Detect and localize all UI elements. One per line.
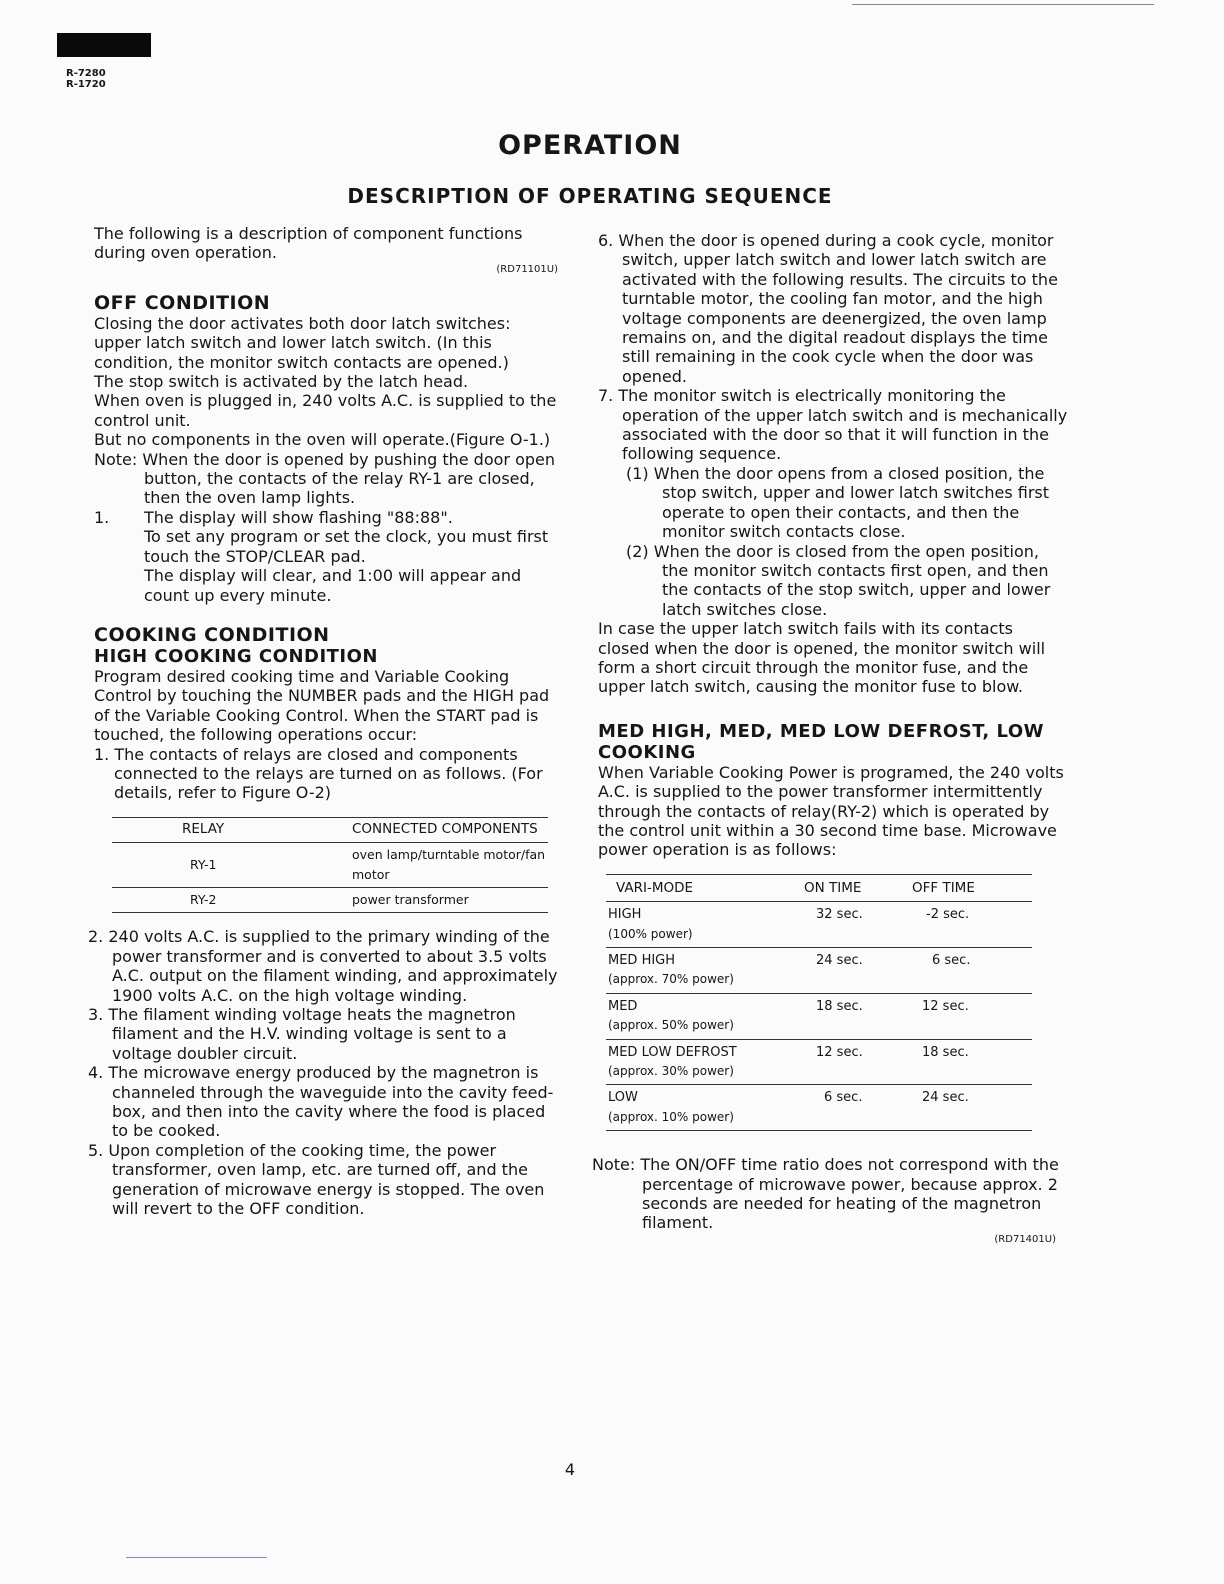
black-tab-mark <box>57 33 151 57</box>
off-paragraph-4: But no components in the oven will operate.(Figure O-1.) <box>94 430 551 450</box>
mode-name: HIGH <box>608 907 642 923</box>
mode-name: MED <box>608 998 638 1014</box>
variable-power-paragraph: When Variable Cooking Power is programed, the 240 volts A.C. is supplied to the power transformer intermittently through the contacts of relay(RY-2) which is operated by the control unit within a 30 second time base. Microwave power operation is as follows: <box>598 762 1064 860</box>
sequence-step-2: (2) When the door is closed from the open position, the monitor switch contacts first open, and then the contacts of the stop switch, upper and lower latch switches close. <box>626 541 1051 619</box>
variable-power-heading: MED HIGH, MED, MED LOW DEFROST, LOW COOKING <box>598 720 1045 763</box>
on-time-cell: 12 sec. <box>804 1039 912 1085</box>
table-row <box>606 948 1032 994</box>
mode-power: (approx. 30% power) <box>608 1064 734 1079</box>
components-cell: oven lamp/turntable motor/fan motor <box>352 843 548 888</box>
off-time-cell: 24 sec. <box>922 1090 969 1106</box>
left-column <box>88 224 558 1219</box>
column-header: OFF TIME <box>912 874 1032 901</box>
table-row <box>606 902 1032 948</box>
mode-cell <box>606 1039 804 1085</box>
relay-table <box>112 817 548 914</box>
list-item-4: 4. The microwave energy produced by the magnetron is channeled through the waveguide into the cavity feed-box, and then into the cavity where the food is placed to be cooked. <box>88 1063 554 1141</box>
section-subtitle: DESCRIPTION OF OPERATING SEQUENCE <box>347 184 833 208</box>
mode-name: MED HIGH <box>608 953 676 968</box>
on-time-cell: 32 sec. <box>804 902 912 948</box>
sequence-step-1: (1) When the door opens from a closed position, the stop switch, upper and lower latch switches first operate to open their contacts, and then the monitor switch contacts close. <box>626 463 1050 542</box>
mode-cell <box>606 993 804 1039</box>
mode-cell <box>606 902 804 948</box>
list-item-7: 7. The monitor switch is electrically monitoring the operation of the upper latch switch and is mechanically associated with the door so that it will function in the following sequence. <box>598 386 1068 464</box>
high-paragraph: Program desired cooking time and Variable Cooking Control by touching the NUMBER pads and the HIGH pad of the Variable Cooking Control. When the START pad is touched, the following operations occur: <box>94 666 550 745</box>
components-cell: power transformer <box>352 891 469 907</box>
high-list-item-1: 1. The contacts of relays are closed and components connected to the relays are turned on as follows. (For details, refer to Figure O-2) <box>94 744 543 803</box>
off-time-cell: 12 sec. <box>912 993 1032 1039</box>
item-subtext: The display will clear, and 1:00 will appear and count up every minute. <box>144 566 522 605</box>
list-item-5: 5. Upon completion of the cooking time, the power transformer, oven lamp, etc. are turned off, and the generation of microwave energy is stopped. The oven will revert to the OFF condition. <box>88 1140 545 1219</box>
off-condition-heading: OFF CONDITION <box>94 291 271 314</box>
column-header: VARI-MODE <box>606 874 804 901</box>
mode-power: (approx. 70% power) <box>608 972 734 987</box>
ratio-note: Note: The ON/OFF time ratio does not correspond with the percentage of microwave power, because approx. 2 seconds are needed for heating of the magnetron filament. <box>592 1155 1059 1233</box>
table-header-row <box>606 874 1032 901</box>
relay-cell: RY-1 <box>112 843 352 888</box>
item-text: The display will show flashing "88:88". <box>144 507 453 527</box>
reference-code: (RD71401U) <box>994 1233 1056 1245</box>
high-cooking-heading: HIGH COOKING CONDITION <box>94 645 378 667</box>
bottom-rule <box>126 1557 267 1558</box>
right-column <box>592 231 1068 1247</box>
list-item-6: 6. When the door is opened during a cook cycle, monitor switch, upper latch switch and lower latch switch are activated with the following results. The circuits to the turntable motor, the cooling fan motor, and the high voltage components are deenergized, the oven lamp remains on, and the digital readout displays the time still remaining in the cook cycle when the door was opened. <box>598 231 1058 386</box>
table-row <box>606 1085 1032 1131</box>
model-number: R-1720 <box>66 79 106 90</box>
mode-power: (100% power) <box>608 926 693 941</box>
model-number: R-7280 <box>66 68 106 79</box>
page-title: OPERATION <box>498 130 682 161</box>
off-paragraph-2: The stop switch is activated by the latch head. <box>94 372 469 392</box>
relay-cell: RY-2 <box>190 891 217 907</box>
list-item-3: 3. The filament winding voltage heats the magnetron filament and the H.V. winding voltage is sent to a voltage doubler circuit. <box>88 1005 516 1063</box>
column-header: ON TIME <box>804 874 912 901</box>
mode-cell <box>606 1085 804 1131</box>
off-list-item <box>94 508 558 605</box>
mode-power: (approx. 10% power) <box>608 1109 734 1124</box>
page-number: 4 <box>564 1460 576 1479</box>
table-header-row <box>112 817 548 842</box>
mode-name: MED LOW DEFROST <box>608 1044 737 1060</box>
off-time-cell: 18 sec. <box>912 1039 1032 1085</box>
column-header: CONNECTED COMPONENTS <box>352 817 548 842</box>
item-subtext: To set any program or set the clock, you must first touch the STOP/CLEAR pad. <box>144 527 549 566</box>
off-paragraph-1: Closing the door activates both door latch switches: upper latch switch and lower latch switch. (In this condition, the monitor switch contacts are opened.) <box>94 313 511 372</box>
top-rule <box>852 4 1154 5</box>
cooking-condition-heading: COOKING CONDITION <box>94 623 330 646</box>
column-header: RELAY <box>112 817 352 842</box>
on-time-cell: 24 sec. <box>804 948 912 994</box>
off-time-cell: 6 sec. <box>912 948 1032 994</box>
off-paragraph-3: When oven is plugged in, 240 volts A.C. is supplied to the control unit. <box>94 391 557 430</box>
reference-code: (RD71101U) <box>496 263 558 275</box>
mode-cell <box>606 948 804 994</box>
off-time-cell: -2 sec. <box>912 902 1032 948</box>
intro-paragraph: The following is a description of component functions during oven operation. <box>94 224 523 263</box>
off-note: Note: When the door is opened by pushing the door open button, the contacts of the relay RY-1 are closed, then the oven lamp lights. <box>94 449 555 508</box>
table-row <box>606 993 1032 1039</box>
on-time-cell: 18 sec. <box>804 993 912 1039</box>
failure-paragraph: In case the upper latch switch fails with its contacts closed when the door is opened, the monitor switch will form a short circuit through the monitor fuse, and the upper latch switch, causing the monitor fuse to blow. <box>598 619 1046 697</box>
list-item-2: 2. 240 volts A.C. is supplied to the primary winding of the power transformer and is converted to about 3.5 volts A.C. output on the filament winding, and approximately 1900 volts A.C. on the high voltage winding. <box>88 927 558 1005</box>
table-row <box>112 843 548 888</box>
item-number: 1. <box>94 507 110 527</box>
on-time-cell: 6 sec. <box>824 1090 863 1106</box>
mode-name: LOW <box>608 1090 638 1106</box>
table-row <box>112 887 548 912</box>
table-row <box>606 1039 1032 1085</box>
vari-mode-table <box>606 874 1032 1131</box>
mode-power: (approx. 50% power) <box>608 1018 734 1033</box>
